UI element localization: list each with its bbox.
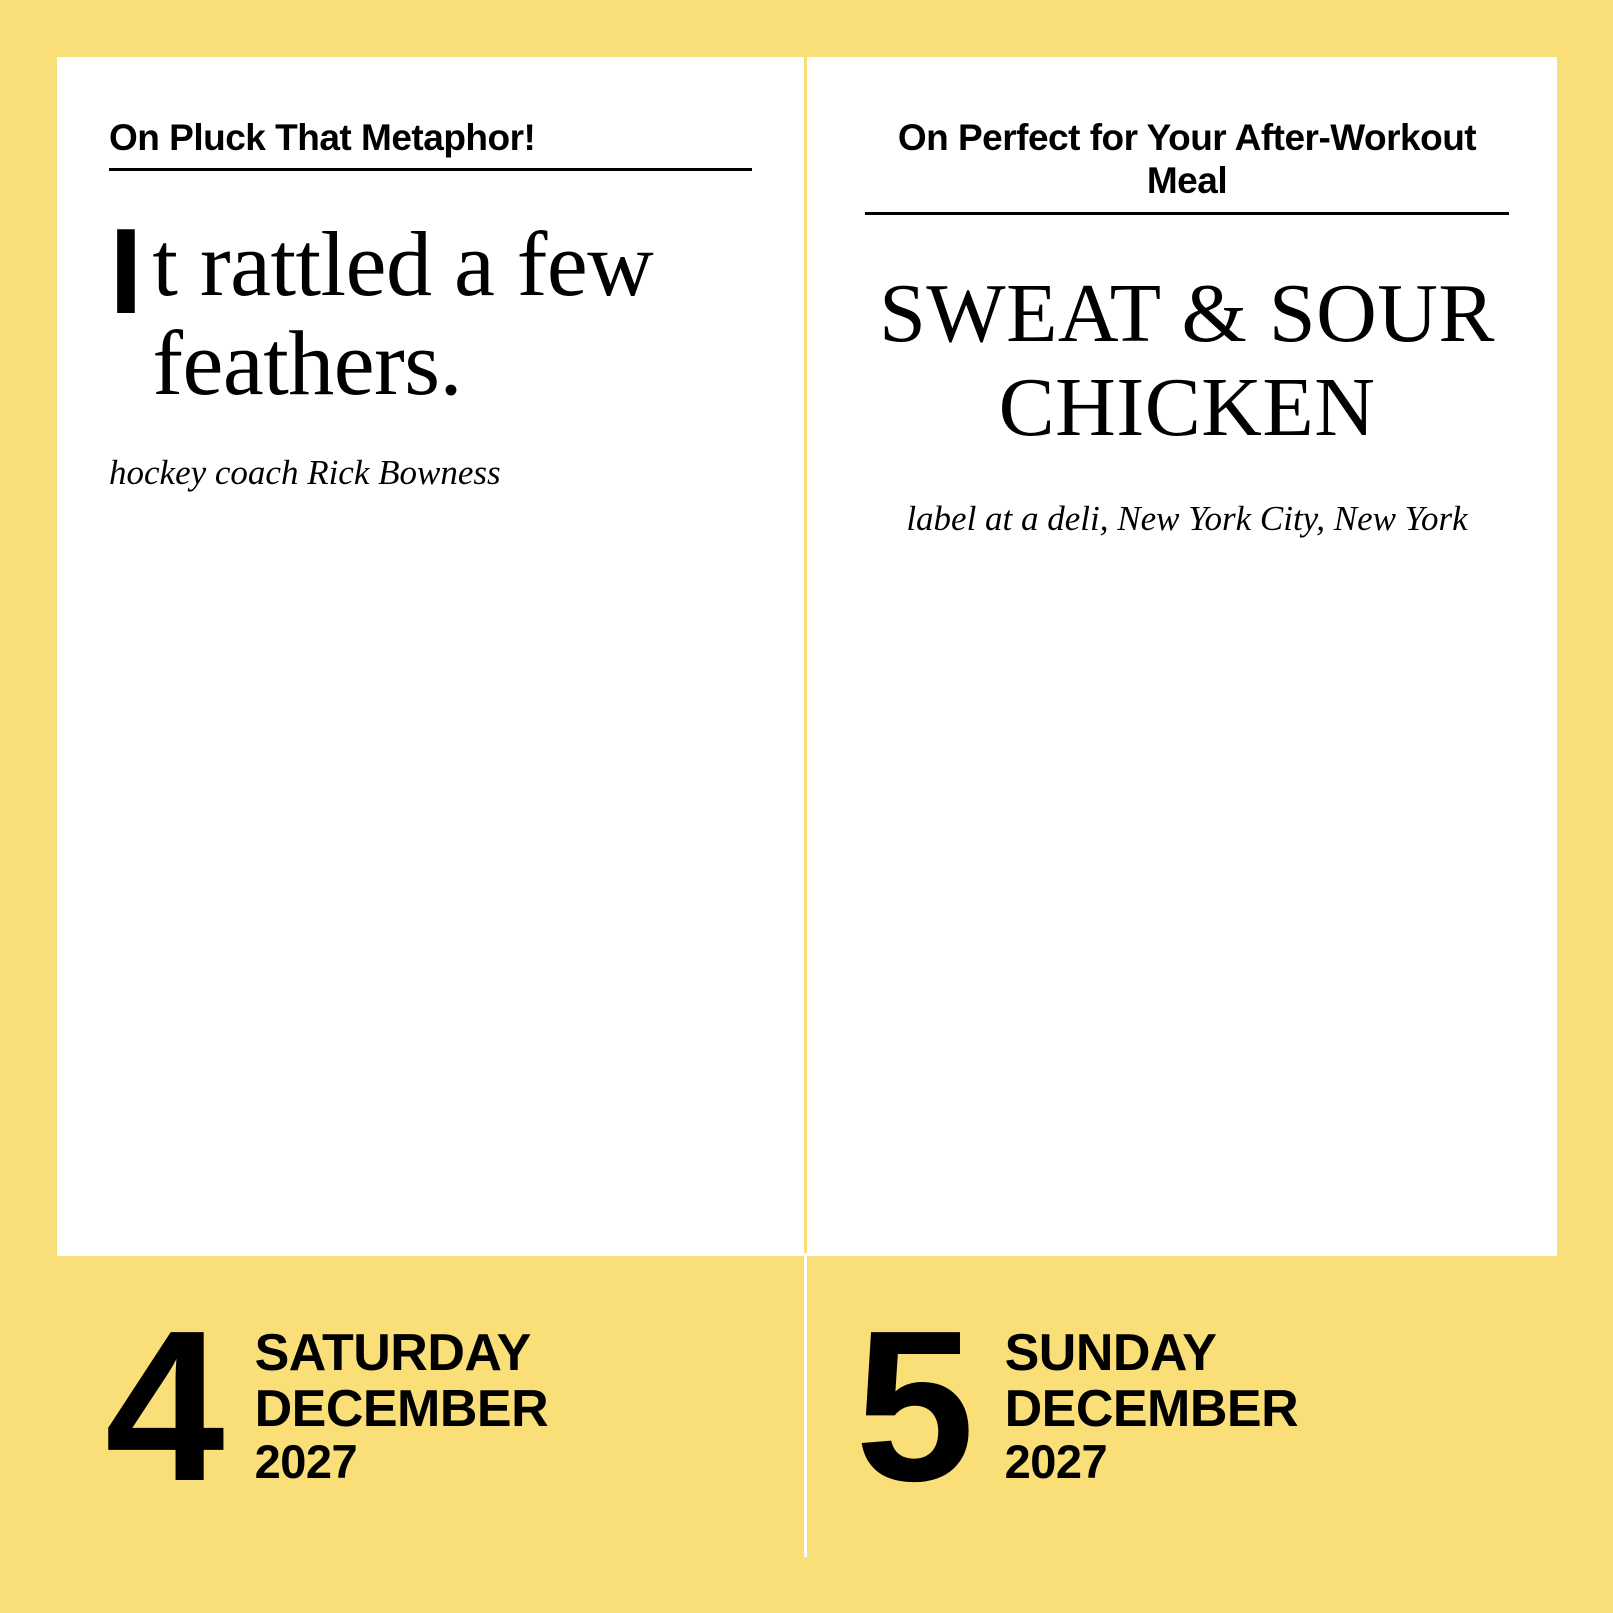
date-block-sunday	[807, 1256, 1557, 1557]
quote-body-saturday: t rattled a few feathers.	[152, 212, 654, 414]
calendar-panel-sunday	[807, 57, 1557, 1253]
month-saturday: DECEMBER	[254, 1379, 549, 1438]
year-sunday: 2027	[1004, 1435, 1108, 1489]
kicker-heading-saturday: On Pluck That Metaphor!	[109, 117, 752, 171]
calendar-panel-saturday	[57, 57, 807, 1253]
quote-text-saturday	[109, 202, 752, 414]
calendar-panels	[57, 57, 1557, 1253]
quote-text-sunday: SWEAT & SOUR CHICKEN	[879, 267, 1495, 455]
day-number-saturday: 4	[105, 1285, 219, 1527]
year-saturday: 2027	[254, 1435, 358, 1489]
calendar-page	[57, 57, 1557, 1557]
day-number-sunday: 5	[855, 1285, 969, 1527]
kicker-heading-sunday: On Perfect for Your After-Workout Meal	[865, 117, 1509, 215]
date-label-saturday	[255, 1325, 549, 1488]
weekday-saturday: SATURDAY	[254, 1323, 531, 1382]
weekday-sunday: SUNDAY	[1004, 1323, 1217, 1382]
date-block-saturday	[57, 1256, 807, 1557]
date-footer	[57, 1253, 1557, 1557]
panel-content-saturday	[57, 57, 804, 493]
attribution-sunday: label at a deli, New York City, New York	[906, 499, 1468, 539]
attribution-saturday: hockey coach Rick Bowness	[109, 453, 501, 493]
date-label-sunday	[1005, 1325, 1299, 1488]
drop-cap-saturday: I	[109, 202, 143, 339]
quote-block-saturday	[109, 202, 752, 414]
panel-content-sunday	[807, 57, 1557, 539]
month-sunday: DECEMBER	[1004, 1379, 1299, 1438]
